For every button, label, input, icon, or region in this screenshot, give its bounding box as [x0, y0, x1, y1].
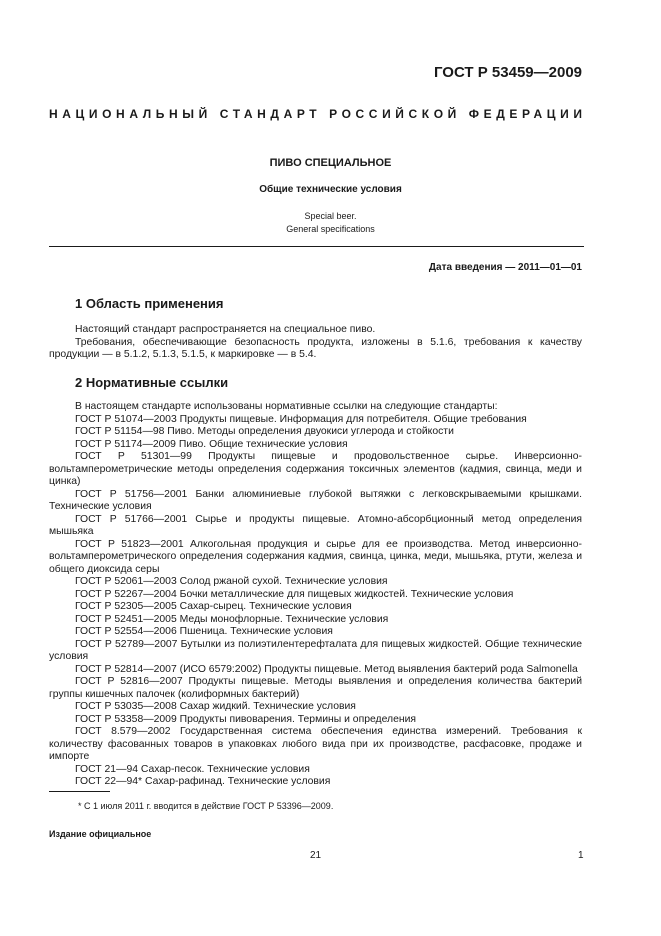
reference-item: ГОСТ Р 53035—2008 Сахар жидкий. Технические условия — [75, 701, 356, 712]
section-1-body — [49, 324, 582, 362]
reference-item: ГОСТ 8.579—2002 Государственная система обеспечения единства измерений. Требования к количеству фасованных товаров в упаковках любого вида при их производстве, расфасовке, продаже и импорте — [49, 726, 582, 762]
document-subtitle: Общие технические условия — [259, 184, 402, 195]
document-title: ПИВО СПЕЦИАЛЬНОЕ — [269, 157, 392, 169]
reference-item: ГОСТ Р 52554—2006 Пшеница. Технические условия — [75, 626, 333, 637]
footnote-divider — [49, 791, 110, 792]
document-subtitle-english: General specifications — [286, 224, 375, 234]
paragraph: Требования, обеспечивающие безопасность продукта, изложены в 5.1.6, требования к качеству продукции — в 5.1.2, 5.1.3, 5.1.5, к маркировке — в 5.4. — [49, 336, 582, 360]
reference-item: ГОСТ 22—94* Сахар-рафинад. Технические условия — [75, 776, 331, 787]
reference-item: ГОСТ Р 51823—2001 Алкогольная продукция и сырье для ее производства. Метод инверсионно-вольтамперометрического определения содержания кадмия, свинца, цинка, меди, мышьяка, ртути, железа и общего диоксида серы — [49, 538, 582, 575]
section-1-heading: 1 Область применения — [75, 296, 224, 311]
page-number-right: 1 — [578, 850, 584, 861]
reference-item: ГОСТ Р 51301—99 Продукты пищевые и продовольственное сырье. Инверсионно-вольтамперометрические методы определения содержания токсичных элементов (кадмия, свинца, меди и цинка) — [49, 451, 582, 487]
document-code: ГОСТ Р 53459—2009 — [433, 64, 582, 81]
reference-item: ГОСТ Р 51756—2001 Банки алюминиевые глубокой вытяжки с легковскрываемыми крышками. Технические условия — [49, 488, 582, 512]
reference-item: ГОСТ Р 51074—2003 Продукты пищевые. Информация для потребителя. Общие требования — [75, 413, 527, 425]
section-2-body — [49, 401, 582, 789]
title-divider — [49, 246, 584, 247]
reference-item: ГОСТ Р 52305—2005 Сахар-сырец. Технические условия — [75, 601, 352, 612]
paragraph: Настоящий стандарт распространяется на специальное пиво. — [75, 324, 376, 335]
reference-item: ГОСТ Р 52816—2007 Продукты пищевые. Методы выявления и определения количества бактерий группы кишечных палочек (колиформных бактерий) — [49, 676, 582, 700]
reference-item: ГОСТ Р 52789—2007 Бутылки из полиэтилентерефталата для пищевых жидкостей. Общие технические условия — [49, 638, 582, 662]
reference-item: ГОСТ 21—94 Сахар-песок. Технические условия — [75, 763, 310, 775]
reference-item: ГОСТ Р 53358—2009 Продукты пивоварения. Термины и определения — [75, 713, 417, 725]
national-standard-heading: НАЦИОНАЛЬНЫЙ СТАНДАРТ РОССИЙСКОЙ ФЕДЕРАЦИИ — [49, 107, 587, 121]
introduction-date: Дата введения — 2011—01—01 — [428, 262, 582, 273]
page-number: 21 — [310, 850, 322, 861]
paragraph: В настоящем стандарте использованы нормативные ссылки на следующие стандарты: — [75, 401, 498, 412]
reference-item: ГОСТ Р 52451—2005 Меды монофлорные. Технические условия — [75, 613, 389, 625]
reference-item: ГОСТ Р 51766—2001 Сырье и продукты пищевые. Атомно-абсорбционный метод определения мышьяка — [49, 513, 582, 537]
footnote: * С 1 июля 2011 г. вводится в действие ГОСТ Р 53396—2009. — [78, 801, 334, 811]
reference-item: ГОСТ Р 52814—2007 (ИСО 6579:2002) Продукты пищевые. Метод выявления бактерий рода Salmonella — [75, 663, 578, 675]
reference-item: ГОСТ Р 52267—2004 Бочки металлические для пищевых жидкостей. Технические условия — [75, 588, 514, 600]
section-2-heading: 2 Нормативные ссылки — [75, 375, 229, 390]
reference-item: ГОСТ Р 52061—2003 Солод ржаной сухой. Технические условия — [75, 576, 388, 587]
reference-item: ГОСТ Р 51174—2009 Пиво. Общие технические условия — [75, 438, 348, 450]
document-title-english: Special beer. — [304, 211, 357, 221]
edition-note: Издание официальное — [49, 829, 152, 839]
reference-item: ГОСТ Р 51154—98 Пиво. Методы определения двуокиси углерода и стойкости — [75, 426, 454, 437]
